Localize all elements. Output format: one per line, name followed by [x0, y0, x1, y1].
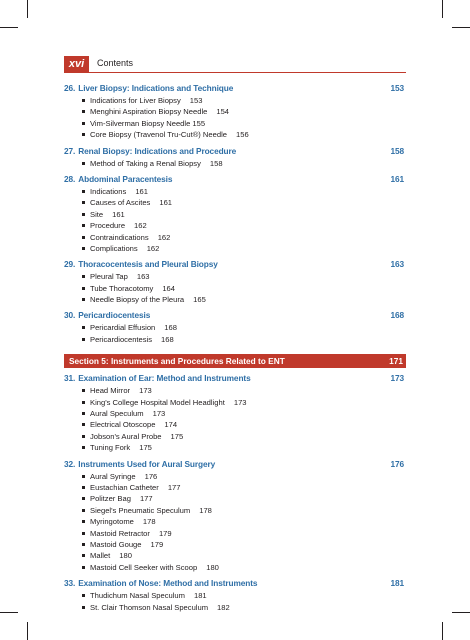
topic-page: 181: [193, 591, 207, 601]
topic-page: 161: [112, 209, 125, 219]
topic-entry[interactable]: [64, 602, 406, 613]
topic-page: 156: [236, 130, 249, 140]
chapter-number: 28.: [64, 173, 76, 184]
topic-entry[interactable]: [64, 419, 406, 430]
chapter-page: 168: [390, 310, 404, 321]
topic-label: Pleural Tap: [90, 272, 128, 282]
chapter-number: 33.: [64, 578, 76, 589]
topic-label: Core Biopsy (Travenol Tru-Cut®) Needle: [90, 130, 227, 140]
topic-page: 168: [161, 334, 174, 344]
chapter-title: Abdominal Paracentesis: [78, 173, 173, 184]
chapter-title: Liver Biopsy: Indications and Technique: [78, 83, 234, 93]
header-rule: [64, 72, 406, 73]
topic-label: Mastoid Gouge: [90, 539, 142, 549]
chapter-page: 173: [390, 373, 404, 384]
chapter-title: Pericardiocentesis: [78, 310, 151, 321]
topic-page: 162: [157, 232, 171, 242]
topic-entry[interactable]: [64, 334, 406, 345]
topic-page: 173: [152, 409, 166, 419]
chapter-entry[interactable]: [64, 81, 406, 95]
topic-label: Pericardial Effusion: [90, 323, 156, 333]
topic-page: 162: [146, 243, 160, 253]
topic-entry[interactable]: [64, 243, 406, 254]
topic-page: 158: [209, 158, 223, 168]
topic-entry[interactable]: [64, 283, 406, 294]
topic-label: St. Clair Thomson Nasal Speculum: [90, 602, 209, 612]
topic-page: 177: [139, 494, 153, 504]
topic-page: 164: [162, 283, 175, 293]
topic-entry[interactable]: [64, 431, 406, 442]
chapter-title: Examination of Ear: Method and Instruments: [78, 373, 251, 384]
chapter-number: 32.: [64, 458, 76, 469]
page-number: xvi: [68, 58, 85, 70]
topic-entry[interactable]: [64, 220, 406, 231]
topic-label: Mallet: [90, 551, 111, 561]
chapter-title: Examination of Nose: Method and Instruments: [78, 578, 258, 589]
chapter-entry[interactable]: [64, 457, 406, 471]
chapter-number: 27.: [64, 145, 76, 156]
topic-label: Causes of Ascites: [90, 198, 151, 208]
chapter-page: 181: [390, 578, 404, 589]
topic-entry[interactable]: [64, 442, 406, 453]
topic-page: 175: [170, 431, 184, 441]
topic-entry[interactable]: [64, 129, 406, 140]
topic-label: Myringotome: [90, 517, 134, 527]
topic-page: 179: [158, 528, 172, 538]
topic-entry[interactable]: [64, 505, 406, 516]
topic-page: 165: [193, 295, 206, 305]
chapter-title: Renal Biopsy: Indications and Procedure: [78, 145, 237, 156]
topic-entry[interactable]: [64, 197, 406, 208]
topic-page: 179: [150, 539, 164, 549]
topic-entry[interactable]: [64, 482, 406, 493]
topic-entry[interactable]: [64, 590, 406, 601]
topic-page: 173: [233, 397, 247, 407]
topic-entry[interactable]: [64, 232, 406, 243]
chapter-page: 161: [390, 173, 404, 184]
chapter-title: Thoracocentesis and Pleural Biopsy: [78, 259, 218, 270]
crop-mark: [0, 27, 18, 28]
topic-page: 168: [164, 323, 177, 333]
topic-page: 177: [167, 482, 181, 492]
topic-page: 163: [136, 272, 150, 282]
topic-entry[interactable]: [64, 550, 406, 561]
chapter-entry[interactable]: [64, 257, 406, 271]
section-title: Section 5: Instruments and Procedures Related to ENT: [69, 356, 285, 367]
topic-page: 178: [199, 505, 212, 515]
chapter-page: 163: [390, 259, 404, 270]
chapter-page: 158: [390, 145, 404, 156]
chapter-page: 176: [390, 458, 404, 469]
topic-page: 161: [135, 186, 148, 196]
chapter-title: Instruments Used for Aural Surgery: [78, 458, 216, 469]
topic-entry[interactable]: [64, 385, 406, 396]
chapter-entry[interactable]: [64, 576, 406, 590]
topic-label: Siegel's Pneumatic Speculum: [90, 505, 191, 515]
topic-label: Tube Thoracotomy: [90, 283, 154, 293]
topic-page: 176: [144, 471, 158, 481]
topic-entry[interactable]: [64, 209, 406, 220]
topic-label: Thudichum Nasal Speculum: [90, 591, 185, 601]
topic-label: Procedure: [90, 221, 126, 231]
topic-label: Vim-Silverman Biopsy Needle 155: [90, 118, 206, 128]
topic-page: 182: [217, 602, 230, 612]
topic-label: Needle Biopsy of the Pleura: [90, 295, 185, 305]
crop-mark: [27, 0, 28, 18]
topic-label: Indications for Liver Biopsy: [90, 96, 181, 105]
topic-page: 174: [164, 420, 178, 430]
topic-label: Aural Speculum: [90, 409, 144, 419]
section-heading[interactable]: [64, 354, 406, 368]
topic-page: 178: [142, 517, 156, 527]
topic-label: Contraindications: [90, 232, 149, 242]
chapter-number: 30.: [64, 310, 76, 321]
topic-label: Menghini Aspiration Biopsy Needle: [90, 107, 208, 117]
topic-page: 180: [206, 562, 219, 572]
topic-entry[interactable]: [64, 106, 406, 117]
table-of-contents: [64, 78, 406, 613]
topic-label: Method of Taking a Renal Biopsy: [90, 158, 201, 168]
topic-entry[interactable]: [64, 539, 406, 550]
crop-mark: [452, 612, 470, 613]
topic-label: Electrical Otoscope: [90, 420, 156, 430]
crop-mark: [27, 622, 28, 640]
chapter-entry[interactable]: [64, 371, 406, 385]
section-page: 171: [389, 356, 403, 367]
topic-page: 162: [134, 221, 147, 231]
topic-entry[interactable]: [64, 322, 406, 333]
topic-label: King's College Hospital Model Headlight: [90, 397, 225, 407]
topic-label: Eustachian Catheter: [90, 482, 159, 492]
topic-label: Head Mirror: [90, 386, 131, 396]
topic-entry[interactable]: [64, 186, 406, 197]
topic-label: Politzer Bag: [90, 494, 131, 504]
topic-label: Tuning Fork: [90, 443, 131, 453]
topic-entry[interactable]: [64, 397, 406, 408]
crop-mark: [0, 612, 18, 613]
topic-entry[interactable]: [64, 562, 406, 573]
topic-page: 153: [189, 96, 203, 105]
topic-page: 175: [139, 443, 152, 453]
topic-entry[interactable]: [64, 158, 406, 169]
topic-label: Site: [90, 209, 104, 219]
topic-label: Jobson's Aural Probe: [90, 431, 162, 441]
topic-label: Aural Syringe: [90, 471, 136, 481]
chapter-number: 31.: [64, 373, 76, 384]
topic-entry[interactable]: [64, 493, 406, 504]
topic-page: 173: [139, 386, 152, 396]
running-header-title: Contents: [97, 58, 134, 68]
chapter-entry[interactable]: [64, 144, 406, 158]
crop-mark: [452, 27, 470, 28]
chapter-entry[interactable]: [64, 308, 406, 322]
topic-label: Mastoid Retractor: [90, 528, 150, 538]
topic-entry[interactable]: [64, 294, 406, 305]
chapter-number: 29.: [64, 259, 76, 270]
topic-entry[interactable]: [64, 516, 406, 527]
crop-mark: [442, 622, 443, 640]
chapter-page: 153: [390, 83, 404, 93]
topic-page: 161: [159, 198, 173, 208]
topic-entry[interactable]: [64, 118, 406, 129]
topic-label: Pericardiocentesis: [90, 334, 153, 344]
topic-label: Mastoid Cell Seeker with Scoop: [90, 562, 198, 572]
topic-entry[interactable]: [64, 528, 406, 539]
topic-label: Indications: [90, 186, 127, 196]
topic-entry[interactable]: [64, 271, 406, 282]
chapter-entry[interactable]: [64, 172, 406, 186]
topic-entry[interactable]: [64, 408, 406, 419]
topic-page: 154: [216, 107, 230, 117]
topic-entry[interactable]: [64, 95, 406, 106]
chapter-number: 26.: [64, 83, 76, 93]
topic-entry[interactable]: [64, 471, 406, 482]
crop-mark: [442, 0, 443, 18]
topic-label: Complications: [90, 243, 138, 253]
topic-page: 180: [119, 551, 132, 561]
